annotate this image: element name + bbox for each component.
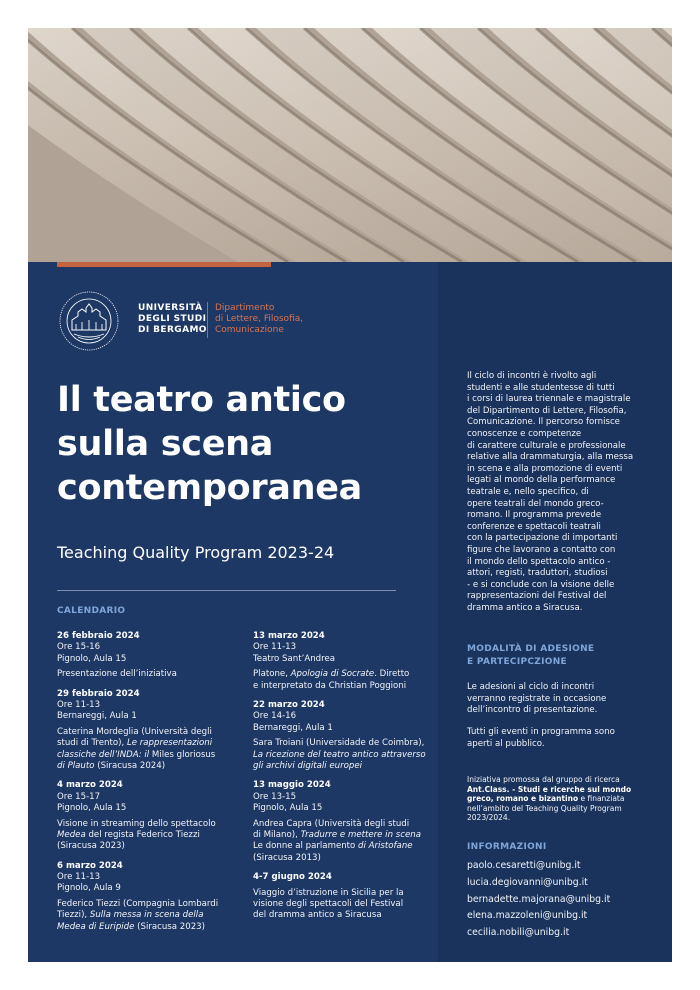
promo-text: e finanziata [578,794,625,803]
modalita-heading-line: E PARTECIPCZIONE [467,657,567,667]
university-seal-icon [58,290,120,352]
promo-bold-text: greco, romano e bizantino [467,794,579,803]
text-line: del Dipartimento di Lettere, Filosofia, [467,405,627,416]
contact-email[interactable]: paolo.cesaretti@unibg.it [467,860,581,871]
text-line: - e si conclude con la visione delle [467,579,615,590]
text-line: Il ciclo di incontri è rivolto agli [467,371,597,381]
university-name [138,303,207,336]
title-line: sulla scena [57,424,274,464]
event-place: Bernareggi, Aula 1 [57,711,137,722]
event-description-line: studi di Trento), Le rappresentazioni [57,738,213,749]
event-description-line: Sara Troiani (Universidade de Coimbra), [253,738,425,749]
university-name-line: DEGLI STUDI [138,314,207,324]
promotion-note [467,775,653,823]
event-place: Teatro Sant’Andrea [253,653,335,664]
promo-line: Iniziativa promossa dal gruppo di ricerca [467,775,620,784]
contact-email[interactable]: lucia.degiovanni@unibg.it [467,876,588,888]
text-line: Tutti gli eventi in programma sono [467,727,615,737]
text-line: studenti e alle studentesse di tutti [467,382,615,393]
event-date: 6 marzo 2024 [57,860,123,871]
calendar-heading: CALENDARIO [57,606,126,616]
department-line: Comunicazione [215,325,284,335]
event-description-line: (Siracusa 2013) [253,852,321,863]
event-place: Pignolo, Aula 15 [57,653,127,664]
text-line: i corsi di laurea triennale e magistrale [467,394,631,405]
theatre-seats-photo [28,28,672,262]
event-date: 13 marzo 2024 [253,631,325,641]
text-line: Comunicazione. Il percorso fornisce [467,417,620,428]
university-name-line: DI BERGAMO [138,325,207,335]
event-description-line: di Plauto (Siracusa 2024) [57,760,166,771]
calendar-event [253,700,433,772]
event-time: Ore 15-16 [57,642,101,653]
info-heading: INFORMAZIONI [467,842,547,852]
event-description-line: di Milano), Tradurre e mettere in scena [253,829,421,840]
contact-email[interactable]: elena.mazzoleni@unibg.it [467,910,588,922]
event-time: Ore 13-15 [253,791,297,802]
text-line: legati al mondo della performance [467,475,616,486]
department-line: di Lettere, Filosofia, [215,314,304,324]
promo-line: 2023/2024. [467,813,511,822]
department-name [215,303,303,336]
event-description-line: Caterina Mordeglia (Università degli [57,727,212,738]
event-place: Pignolo, Aula 15 [253,802,323,813]
event-description-line: visione degli spettacoli del Festival [253,898,404,909]
text-line: il mondo dello spettacolo antico - [467,556,611,567]
event-date: 4-7 giugno 2024 [253,871,332,882]
page-title [57,378,427,510]
calendar-event [57,780,237,852]
calendar-event [253,780,433,864]
text-line: aperti al pubblico. [467,738,545,749]
text-line: con la partecipazione di importanti [467,533,618,544]
modalita-text [467,682,653,717]
calendar-event [253,631,433,692]
event-description-line: (Siracusa 2023) [57,841,125,852]
promo-line: nell’ambito del Teaching Quality Program [467,803,622,813]
intro-text [467,371,653,614]
calendar-event [253,872,433,922]
text-line: rappresentazioni del Festival del [467,591,607,602]
text-line: Le adesioni al ciclo di incontri [467,682,595,692]
promo-line: Ant.Class. - Studi e ricerche sul mondo [467,784,632,794]
text-line: dell’incontro di presentazione. [467,705,598,716]
event-description-line: classiche dell’INDA: il Miles gloriosus [57,749,216,760]
event-description-line: Medea di Euripide (Siracusa 2023) [57,921,206,932]
text-line: teatrale e, nello specifico, di [467,486,589,497]
event-place: Pignolo, Aula 9 [57,883,121,894]
event-description-line: Viaggio d’istruzione in Sicilia per la [253,887,404,898]
event-date: 4 marzo 2024 [57,780,123,791]
text-line: relative alla drammaturgia, alla messa [467,452,634,463]
event-description-line: gli archivi digitali europei [253,760,363,771]
program-subtitle: Teaching Quality Program 2023-24 [57,543,335,562]
title-line: contemporanea [57,468,362,508]
university-logo [58,290,358,350]
text-line: figure che lavorano a contatto con [467,544,616,555]
text-line: in scena e alla promozione di eventi [467,463,623,474]
text-line: di carattere culturale e professionale [467,440,626,451]
calendar-column-2 [253,631,433,930]
contact-email[interactable]: bernadette.majorana@unibg.it [467,893,611,905]
event-description-line: Tiezzi), Sulla messa in scena della [57,910,204,921]
event-time: Ore 11-13 [253,642,297,653]
logo-separator [207,302,208,338]
event-description-line: del dramma antico a Siracusa [253,910,382,921]
event-time: Ore 11-13 [57,699,101,710]
event-description-line: Le donne al parlamento di Aristofane [253,841,413,852]
text-line: opere teatrali del mondo greco- [467,498,604,509]
accent-bar [57,262,271,267]
divider [57,590,396,591]
modalita-heading [467,643,594,669]
calendar-column-1 [57,631,237,941]
event-description-line: Platone, Apologia di Socrate. Diretto [253,669,410,680]
event-date: 26 febbraio 2024 [57,631,140,641]
title-line: Il teatro antico [57,380,346,420]
event-date: 22 marzo 2024 [253,699,325,710]
department-line: Dipartimento [215,303,275,313]
event-description-line: Visione in streaming dello spettacolo [57,818,216,829]
text-line: conferenze e spettacoli teatrali [467,521,601,532]
event-date: 29 febbraio 2024 [57,688,140,699]
text-line: attori, registi, traduttori, studiosi [467,568,608,579]
text-line: verranno registrate in occasione [467,693,607,704]
text-line: romano. Il programma prevede [467,510,602,521]
calendar-event [57,689,237,773]
event-place: Pignolo, Aula 15 [57,802,127,813]
modalita-heading-line: MODALITÀ DI ADESIONE [467,644,595,654]
calendar-event [57,861,237,933]
event-time: Ore 15-17 [57,791,101,802]
event-description-line: e interpretato da Christian Poggioni [253,680,407,691]
event-time: Ore 11-13 [57,871,101,882]
event-description-line: Andrea Capra (Università degli studi [253,818,410,829]
text-line: conoscenze e competenze [467,428,582,439]
contact-email[interactable]: cecilia.nobili@unibg.it [467,927,570,939]
university-name-line: UNIVERSITÀ [138,303,203,313]
contact-list [467,858,610,942]
event-description-line: Presentazione dell’iniziativa [57,669,177,680]
event-date: 13 maggio 2024 [253,780,331,791]
promo-line [467,794,653,804]
event-description-line: La ricezione del teatro antico attraverso [253,749,426,760]
event-time: Ore 14-16 [253,711,297,722]
modalita-text-2 [467,727,653,750]
event-place: Bernareggi, Aula 1 [253,722,333,733]
text-line: dramma antico a Siracusa. [467,602,583,613]
calendar-event [57,631,237,681]
event-description-line: Federico Tiezzi (Compagnia Lombardi [57,898,219,909]
event-description-line: Medea del regista Federico Tiezzi [57,829,200,840]
